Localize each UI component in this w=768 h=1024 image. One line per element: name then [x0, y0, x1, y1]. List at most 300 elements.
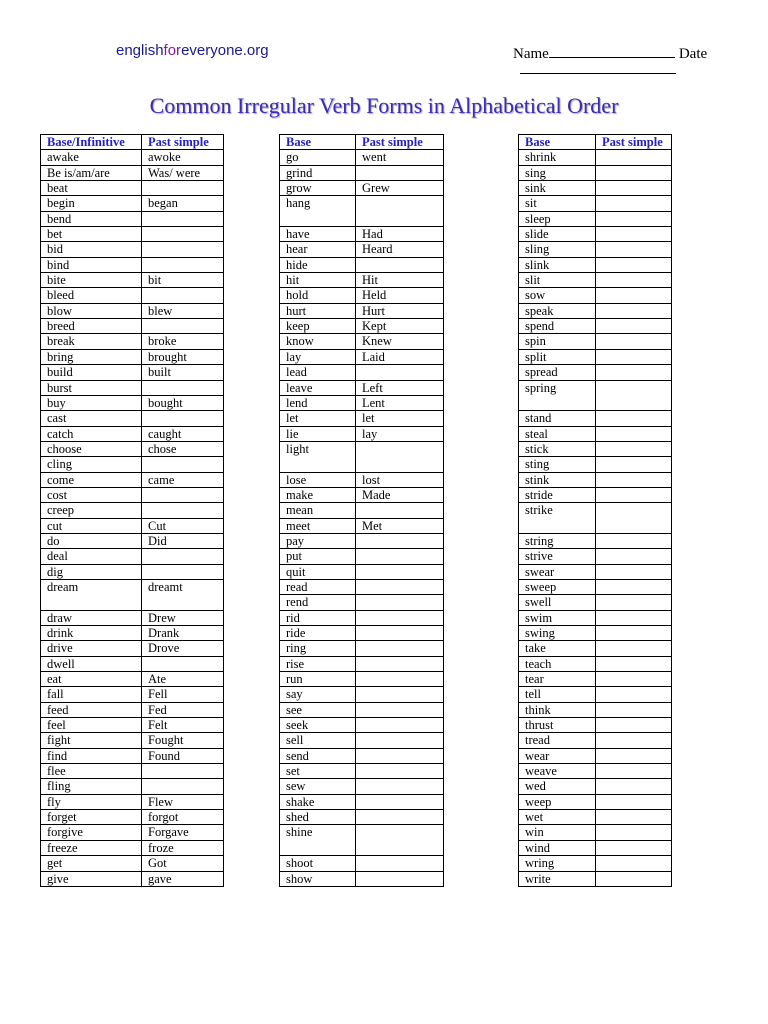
- table-row: [519, 641, 672, 656]
- past-simple-cell[interactable]: [142, 503, 224, 518]
- base-form-cell: wet: [519, 810, 596, 825]
- table-row: [41, 242, 224, 257]
- table-row: [519, 181, 672, 196]
- past-simple-cell[interactable]: [596, 549, 672, 564]
- table-row: [519, 549, 672, 564]
- past-simple-cell[interactable]: [142, 457, 224, 472]
- past-simple-cell[interactable]: [356, 533, 444, 548]
- past-simple-cell[interactable]: [142, 656, 224, 671]
- base-form-cell: dig: [41, 564, 142, 579]
- table-row: [41, 196, 224, 211]
- base-form-cell: bend: [41, 211, 142, 226]
- base-form-cell: cast: [41, 411, 142, 426]
- past-simple-cell[interactable]: [142, 411, 224, 426]
- table-row: [519, 702, 672, 717]
- table-row: [41, 411, 224, 426]
- past-simple-cell: went: [356, 150, 444, 165]
- past-simple-cell[interactable]: [596, 242, 672, 257]
- table-row: [41, 718, 224, 733]
- base-form-cell: sweep: [519, 579, 596, 594]
- base-form-cell: slide: [519, 227, 596, 242]
- base-form-cell: make: [280, 487, 356, 502]
- past-simple-cell[interactable]: [356, 441, 444, 472]
- table-row: [280, 718, 444, 733]
- table-row: [519, 242, 672, 257]
- table-row: [519, 273, 672, 288]
- base-form-cell: shed: [280, 810, 356, 825]
- base-form-cell: light: [280, 441, 356, 472]
- past-simple-cell[interactable]: [596, 319, 672, 334]
- past-simple-cell[interactable]: [596, 564, 672, 579]
- base-form-cell: catch: [41, 426, 142, 441]
- past-simple-cell[interactable]: [596, 718, 672, 733]
- past-simple-cell[interactable]: [356, 165, 444, 180]
- table-row: [519, 380, 672, 411]
- past-simple-cell[interactable]: [356, 610, 444, 625]
- past-simple-cell[interactable]: [356, 549, 444, 564]
- table-row: [519, 288, 672, 303]
- past-simple-cell[interactable]: [596, 810, 672, 825]
- base-form-cell: strive: [519, 549, 596, 564]
- base-form-cell: hear: [280, 242, 356, 257]
- table-row: [280, 150, 444, 165]
- past-simple-cell[interactable]: [356, 503, 444, 518]
- table-row: [41, 472, 224, 487]
- past-simple-cell: Ate: [142, 672, 224, 687]
- past-simple-cell[interactable]: [596, 626, 672, 641]
- table-row: [519, 441, 672, 456]
- table-row: [41, 165, 224, 180]
- past-simple-cell[interactable]: [356, 856, 444, 871]
- base-form-cell: weave: [519, 764, 596, 779]
- past-simple-cell: Drank: [142, 626, 224, 641]
- base-form-cell: hold: [280, 288, 356, 303]
- past-simple-cell: bit: [142, 273, 224, 288]
- table-row: [519, 503, 672, 534]
- site-name: [116, 42, 269, 59]
- past-simple-cell[interactable]: [356, 702, 444, 717]
- table-row: [280, 595, 444, 610]
- table-row: [280, 273, 444, 288]
- past-simple-cell[interactable]: [356, 365, 444, 380]
- table-row: [280, 165, 444, 180]
- base-form-cell: sling: [519, 242, 596, 257]
- past-simple-cell[interactable]: [596, 610, 672, 625]
- past-simple-cell: Drew: [142, 610, 224, 625]
- table-row: [519, 579, 672, 594]
- past-simple-cell[interactable]: [596, 687, 672, 702]
- base-form-cell: cling: [41, 457, 142, 472]
- base-form-cell: think: [519, 702, 596, 717]
- base-form-cell: draw: [41, 610, 142, 625]
- past-simple-cell[interactable]: [356, 641, 444, 656]
- past-simple-cell[interactable]: [596, 672, 672, 687]
- past-simple-cell: Got: [142, 856, 224, 871]
- table-row: [41, 273, 224, 288]
- past-simple-cell[interactable]: [356, 794, 444, 809]
- name-blank[interactable]: [549, 43, 675, 58]
- table-row: [280, 441, 444, 472]
- past-simple-cell[interactable]: [356, 564, 444, 579]
- table-row: [41, 549, 224, 564]
- past-simple-cell[interactable]: [596, 303, 672, 318]
- past-simple-cell[interactable]: [596, 840, 672, 855]
- past-simple-cell[interactable]: [596, 457, 672, 472]
- past-simple-cell[interactable]: [356, 871, 444, 886]
- table-row: [519, 825, 672, 840]
- past-simple-cell[interactable]: [356, 626, 444, 641]
- past-simple-cell[interactable]: [356, 595, 444, 610]
- table-row: [280, 334, 444, 349]
- table-row: [519, 840, 672, 855]
- past-simple-cell[interactable]: [596, 579, 672, 594]
- table-row: [280, 487, 444, 502]
- past-simple-cell[interactable]: [356, 810, 444, 825]
- table-row: [519, 764, 672, 779]
- base-form-cell: thrust: [519, 718, 596, 733]
- base-form-cell: read: [280, 579, 356, 594]
- base-form-cell: grind: [280, 165, 356, 180]
- past-simple-cell[interactable]: [142, 242, 224, 257]
- table-row: [519, 871, 672, 886]
- past-simple-cell: Laid: [356, 349, 444, 364]
- table-row: [41, 227, 224, 242]
- past-simple-cell[interactable]: [596, 365, 672, 380]
- table-row: [41, 426, 224, 441]
- table-row: [519, 365, 672, 380]
- site-name-part2: for: [163, 42, 182, 59]
- base-form-cell: hurt: [280, 303, 356, 318]
- base-form-cell: set: [280, 764, 356, 779]
- base-form-cell: dwell: [41, 656, 142, 671]
- past-simple-cell: Heard: [356, 242, 444, 257]
- table-row: [280, 503, 444, 518]
- page-title: Common Irregular Verb Forms in Alphabetical Order: [149, 93, 619, 118]
- table-row: [41, 871, 224, 886]
- base-form-cell: hit: [280, 273, 356, 288]
- past-simple-cell[interactable]: [356, 656, 444, 671]
- past-simple-cell[interactable]: [596, 595, 672, 610]
- column-header-past-simple: Past simple: [142, 135, 224, 150]
- table-row: [519, 457, 672, 472]
- past-simple-cell[interactable]: [142, 764, 224, 779]
- table-row: [519, 810, 672, 825]
- base-form-cell: dream: [41, 579, 142, 610]
- past-simple-cell: Fed: [142, 702, 224, 717]
- table-row: [280, 411, 444, 426]
- table-row: [280, 810, 444, 825]
- base-form-cell: shrink: [519, 150, 596, 165]
- base-form-cell: fly: [41, 794, 142, 809]
- column-header-base: Base/Infinitive: [41, 135, 142, 150]
- past-simple-cell: Hit: [356, 273, 444, 288]
- base-form-cell: choose: [41, 441, 142, 456]
- table-row: [280, 227, 444, 242]
- base-form-cell: take: [519, 641, 596, 656]
- past-simple-cell[interactable]: [596, 856, 672, 871]
- past-simple-cell[interactable]: [596, 211, 672, 226]
- past-simple-cell[interactable]: [596, 794, 672, 809]
- table-row: [280, 319, 444, 334]
- base-form-cell: shoot: [280, 856, 356, 871]
- past-simple-cell: blew: [142, 303, 224, 318]
- table-row: [280, 610, 444, 625]
- table-row: [41, 503, 224, 518]
- base-form-cell: sleep: [519, 211, 596, 226]
- table-row: [519, 687, 672, 702]
- table-row: [280, 533, 444, 548]
- base-form-cell: meet: [280, 518, 356, 533]
- past-simple-cell[interactable]: [596, 411, 672, 426]
- table-row: [519, 610, 672, 625]
- table-row: [519, 227, 672, 242]
- past-simple-cell: Was/ were: [142, 165, 224, 180]
- past-simple-cell[interactable]: [596, 733, 672, 748]
- past-simple-cell: Flew: [142, 794, 224, 809]
- base-form-cell: bring: [41, 349, 142, 364]
- base-form-cell: let: [280, 411, 356, 426]
- past-simple-cell[interactable]: [356, 257, 444, 272]
- past-simple-cell[interactable]: [142, 181, 224, 196]
- past-simple-cell[interactable]: [142, 319, 224, 334]
- past-simple-cell[interactable]: [356, 825, 444, 856]
- past-simple-cell[interactable]: [356, 579, 444, 594]
- table-row: [280, 564, 444, 579]
- past-simple-cell[interactable]: [596, 656, 672, 671]
- past-simple-cell[interactable]: [356, 733, 444, 748]
- past-simple-cell[interactable]: [142, 288, 224, 303]
- base-form-cell: lose: [280, 472, 356, 487]
- past-simple-cell: Drove: [142, 641, 224, 656]
- table-row: [280, 549, 444, 564]
- past-simple-cell: dreamt: [142, 579, 224, 610]
- table-row: [41, 733, 224, 748]
- past-simple-cell[interactable]: [596, 702, 672, 717]
- past-simple-cell[interactable]: [142, 227, 224, 242]
- base-form-cell: forget: [41, 810, 142, 825]
- past-simple-cell: Grew: [356, 181, 444, 196]
- table-row: [280, 702, 444, 717]
- table-row: [519, 165, 672, 180]
- past-simple-cell[interactable]: [356, 672, 444, 687]
- table-row: [41, 579, 224, 610]
- base-form-cell: say: [280, 687, 356, 702]
- past-simple-cell[interactable]: [596, 641, 672, 656]
- past-simple-cell[interactable]: [356, 748, 444, 763]
- base-form-cell: grow: [280, 181, 356, 196]
- table-row: [41, 825, 224, 840]
- base-form-cell: rend: [280, 595, 356, 610]
- site-name-part1: english: [116, 42, 164, 59]
- base-form-cell: sit: [519, 196, 596, 211]
- past-simple-cell[interactable]: [596, 825, 672, 840]
- past-simple-cell: forgot: [142, 810, 224, 825]
- base-form-cell: deal: [41, 549, 142, 564]
- table-row: [519, 303, 672, 318]
- table-row: [41, 810, 224, 825]
- past-simple-cell: came: [142, 472, 224, 487]
- past-simple-cell[interactable]: [356, 687, 444, 702]
- past-simple-cell[interactable]: [356, 718, 444, 733]
- past-simple-cell[interactable]: [356, 196, 444, 227]
- base-form-cell: stink: [519, 472, 596, 487]
- past-simple-cell[interactable]: [596, 487, 672, 502]
- past-simple-cell[interactable]: [596, 748, 672, 763]
- table-row: [41, 441, 224, 456]
- past-simple-cell[interactable]: [356, 779, 444, 794]
- base-form-cell: find: [41, 748, 142, 763]
- past-simple-cell[interactable]: [142, 549, 224, 564]
- base-form-cell: show: [280, 871, 356, 886]
- past-simple-cell[interactable]: [596, 165, 672, 180]
- base-form-cell: lend: [280, 395, 356, 410]
- base-form-cell: bite: [41, 273, 142, 288]
- past-simple-cell: broke: [142, 334, 224, 349]
- table-row: [519, 211, 672, 226]
- past-simple-cell: Did: [142, 533, 224, 548]
- base-form-cell: pay: [280, 533, 356, 548]
- base-form-cell: sell: [280, 733, 356, 748]
- base-form-cell: spring: [519, 380, 596, 411]
- base-form-cell: eat: [41, 672, 142, 687]
- past-simple-cell[interactable]: [596, 871, 672, 886]
- past-simple-cell: lost: [356, 472, 444, 487]
- base-form-cell: burst: [41, 380, 142, 395]
- base-form-cell: swing: [519, 626, 596, 641]
- past-simple-cell: gave: [142, 871, 224, 886]
- base-form-cell: strike: [519, 503, 596, 534]
- table-row: [41, 150, 224, 165]
- past-simple-cell: froze: [142, 840, 224, 855]
- column-header-base: Base: [519, 135, 596, 150]
- base-form-cell: sew: [280, 779, 356, 794]
- past-simple-cell[interactable]: [596, 533, 672, 548]
- past-simple-cell[interactable]: [142, 380, 224, 395]
- base-form-cell: wind: [519, 840, 596, 855]
- past-simple-cell[interactable]: [596, 334, 672, 349]
- table-row: [41, 779, 224, 794]
- base-form-cell: bet: [41, 227, 142, 242]
- past-simple-cell: bought: [142, 395, 224, 410]
- table-row: [280, 303, 444, 318]
- base-form-cell: put: [280, 549, 356, 564]
- base-form-cell: sink: [519, 181, 596, 196]
- table-row: [280, 579, 444, 594]
- base-form-cell: wring: [519, 856, 596, 871]
- past-simple-cell[interactable]: [596, 257, 672, 272]
- past-simple-cell[interactable]: [596, 426, 672, 441]
- table-row: [41, 764, 224, 779]
- base-form-cell: breed: [41, 319, 142, 334]
- base-form-cell: sting: [519, 457, 596, 472]
- past-simple-cell: awoke: [142, 150, 224, 165]
- table-row: [280, 518, 444, 533]
- past-simple-cell[interactable]: [596, 150, 672, 165]
- past-simple-cell[interactable]: [142, 257, 224, 272]
- table-row: [280, 733, 444, 748]
- past-simple-cell[interactable]: [596, 380, 672, 411]
- table-row: [41, 334, 224, 349]
- base-form-cell: split: [519, 349, 596, 364]
- base-form-cell: tell: [519, 687, 596, 702]
- base-form-cell: speak: [519, 303, 596, 318]
- past-simple-cell[interactable]: [596, 273, 672, 288]
- past-simple-cell[interactable]: [596, 779, 672, 794]
- past-simple-cell[interactable]: [142, 564, 224, 579]
- column-header-base: Base: [280, 135, 356, 150]
- base-form-cell: sing: [519, 165, 596, 180]
- base-form-cell: wed: [519, 779, 596, 794]
- past-simple-cell[interactable]: [596, 441, 672, 456]
- past-simple-cell[interactable]: [356, 764, 444, 779]
- past-simple-cell[interactable]: [596, 764, 672, 779]
- past-simple-cell[interactable]: [596, 349, 672, 364]
- past-simple-cell[interactable]: [596, 503, 672, 534]
- past-simple-cell[interactable]: [142, 211, 224, 226]
- base-form-cell: blow: [41, 303, 142, 318]
- past-simple-cell[interactable]: [596, 181, 672, 196]
- past-simple-cell: chose: [142, 441, 224, 456]
- column-header-past-simple: Past simple: [356, 135, 444, 150]
- table-row: [280, 779, 444, 794]
- base-form-cell: fall: [41, 687, 142, 702]
- past-simple-cell[interactable]: [596, 288, 672, 303]
- base-form-cell: weep: [519, 794, 596, 809]
- table-row: [280, 395, 444, 410]
- base-form-cell: bid: [41, 242, 142, 257]
- table-header-row: [41, 135, 224, 150]
- past-simple-cell: Fell: [142, 687, 224, 702]
- date-label: Date: [678, 46, 708, 62]
- past-simple-cell: Forgave: [142, 825, 224, 840]
- table-row: [41, 288, 224, 303]
- past-simple-cell[interactable]: [142, 779, 224, 794]
- table-row: [41, 840, 224, 855]
- past-simple-cell: caught: [142, 426, 224, 441]
- base-form-cell: flee: [41, 764, 142, 779]
- table-row: [519, 150, 672, 165]
- site-name-part3: everyone.org: [181, 42, 269, 59]
- verb-table-1: [40, 134, 224, 887]
- name-date-row: [513, 43, 707, 63]
- base-form-cell: stick: [519, 441, 596, 456]
- table-row: [41, 672, 224, 687]
- table-row: [519, 196, 672, 211]
- table-row: [280, 242, 444, 257]
- past-simple-cell[interactable]: [142, 487, 224, 502]
- table-row: [280, 794, 444, 809]
- base-form-cell: quit: [280, 564, 356, 579]
- table-row: [280, 871, 444, 886]
- past-simple-cell: brought: [142, 349, 224, 364]
- base-form-cell: forgive: [41, 825, 142, 840]
- past-simple-cell[interactable]: [596, 227, 672, 242]
- table-row: [519, 319, 672, 334]
- table-row: [280, 181, 444, 196]
- table-row: [41, 794, 224, 809]
- base-form-cell: bleed: [41, 288, 142, 303]
- table-row: [41, 656, 224, 671]
- base-form-cell: ride: [280, 626, 356, 641]
- past-simple-cell[interactable]: [596, 472, 672, 487]
- base-form-cell: fight: [41, 733, 142, 748]
- past-simple-cell[interactable]: [596, 196, 672, 211]
- past-simple-cell: lay: [356, 426, 444, 441]
- base-form-cell: lead: [280, 365, 356, 380]
- date-blank[interactable]: [520, 73, 676, 74]
- table-row: [41, 610, 224, 625]
- table-row: [41, 641, 224, 656]
